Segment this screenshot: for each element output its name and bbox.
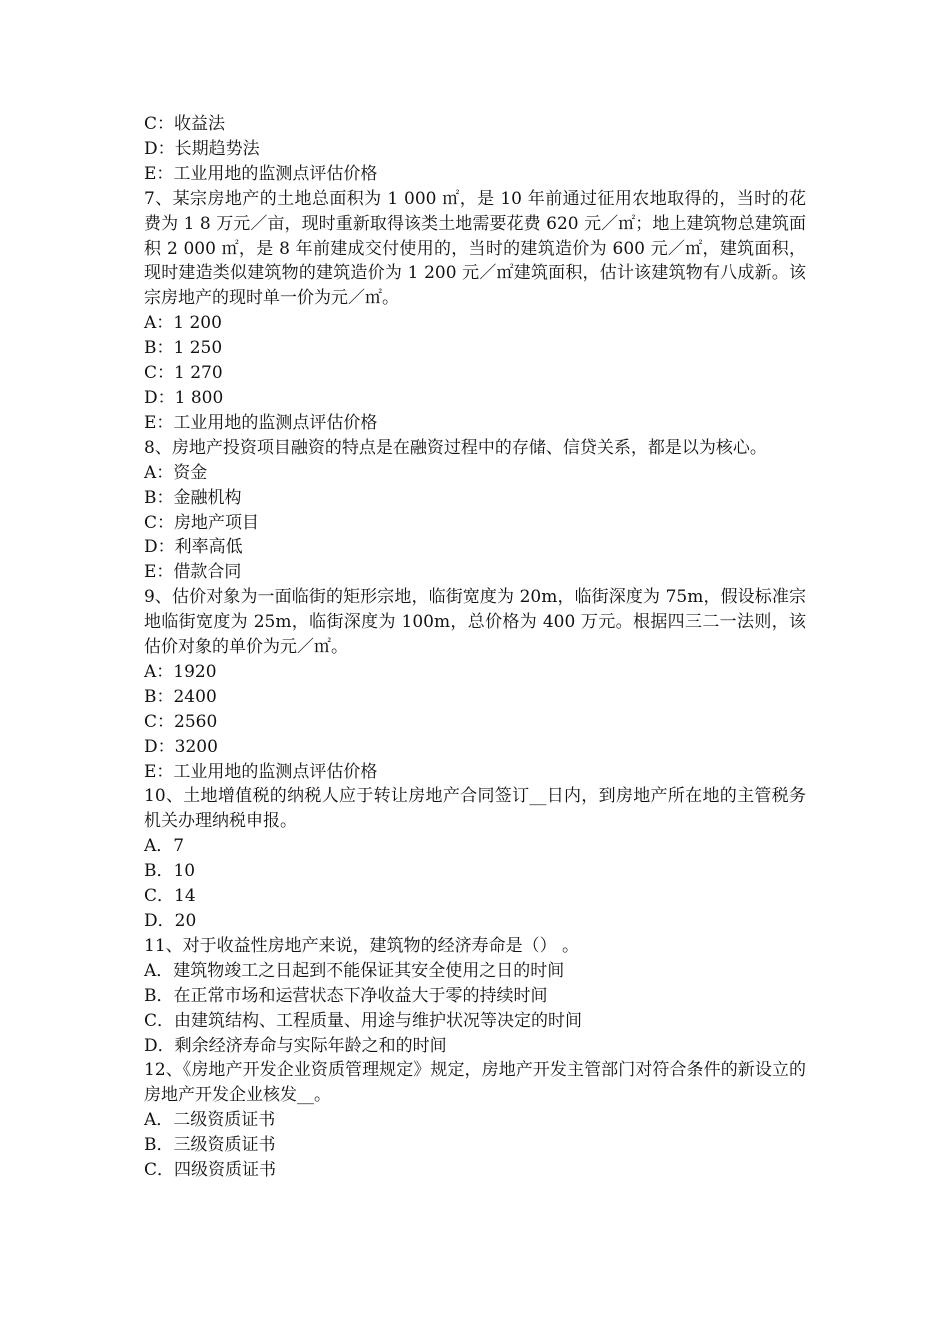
question-12-option-b: B．三级资质证书 xyxy=(144,1135,276,1156)
question-8-stem: 8、房地产投资项目融资的特点是在融资过程中的存储、信贷关系，都是以为核心。 xyxy=(144,437,767,458)
option-line: C：收益法 xyxy=(144,114,226,134)
question-10-option-d: D．20 xyxy=(144,911,197,931)
question-8-option-c: C：房地产项目 xyxy=(144,512,260,533)
question-7-option-e: E：工业用地的监测点评估价格 xyxy=(144,412,378,433)
question-8-option-a: A：资金 xyxy=(144,462,208,483)
question-9-stem: 9、估价对象为一面临街的矩形宗地，临街宽度为 20m，临街深度为 75m，假设标准宗地临街宽度为 25m，临街深度为 100m，总价格为 400 万元。根据四三二一法则，该估价对象的单价为元／㎡。 xyxy=(144,587,806,658)
question-7-stem: 7、某宗房地产的土地总面积为 1 000 ㎡，是 10 年前通过征用农地取得的，当时的花费为 1 8 万元／亩，现时重新取得该类土地需要花费 620 元／㎡；地上建筑物总建筑面积 2 000 ㎡，是 8 年前建成交付使用的，当时的建筑造价为 600 元／㎡，建筑面积，现时建造类似建筑物的建筑造价为 1 200 元／㎡建筑面积，估计该建筑物有八成新。该宗房地产的现时单一价为元／㎡。 xyxy=(144,188,806,309)
question-11-stem: 11、对于收益性房地产来说，建筑物的经济寿命是（） 。 xyxy=(144,935,580,956)
question-11-option-c: C．由建筑结构、工程质量、用途与维护状况等决定的时间 xyxy=(144,1010,583,1031)
question-7-option-a: A：1 200 xyxy=(144,313,222,334)
option-line: E：工业用地的监测点评估价格 xyxy=(144,163,378,184)
question-7-option-b: B：1 250 xyxy=(144,338,223,359)
question-11-option-a: A．建筑物竣工之日起到不能保证其安全使用之日的时间 xyxy=(144,960,565,981)
question-8-option-b: B：金融机构 xyxy=(144,487,242,508)
question-10-option-c: C．14 xyxy=(144,886,196,907)
question-8-option-e: E：借款合同 xyxy=(144,562,242,583)
question-9-option-b: B：2400 xyxy=(144,686,217,707)
question-7-option-d: D：1 800 xyxy=(144,387,224,408)
question-8-option-d: D：利率高低 xyxy=(144,537,243,558)
question-11-option-b: B．在正常市场和运营状态下净收益大于零的持续时间 xyxy=(144,985,548,1006)
question-9-option-a: A：1920 xyxy=(144,661,217,682)
question-10-stem: 10、土地增值税的纳税人应于转让房地产合同签订__日内，到房地产所在地的主管税务机关办理纳税申报。 xyxy=(144,786,806,832)
question-11-option-d: D．剩余经济寿命与实际年龄之和的时间 xyxy=(144,1035,447,1056)
question-10-option-b: B．10 xyxy=(144,861,196,882)
option-line: D：长期趋势法 xyxy=(144,138,260,159)
question-9-option-c: C：2560 xyxy=(144,711,218,732)
question-7-option-c: C：1 270 xyxy=(144,363,223,384)
question-10-option-a: A．7 xyxy=(144,836,185,857)
question-12-option-a: A．二级资质证书 xyxy=(144,1110,276,1131)
document-page xyxy=(144,112,806,1183)
question-9-option-e: E：工业用地的监测点评估价格 xyxy=(144,761,378,782)
question-9-option-d: D：3200 xyxy=(144,736,218,757)
question-12-stem: 12、《房地产开发企业资质管理规定》规定，房地产开发主管部门对符合条件的新设立的房地产开发企业核发__。 xyxy=(144,1060,806,1106)
question-12-option-c: C．四级资质证书 xyxy=(144,1160,277,1181)
